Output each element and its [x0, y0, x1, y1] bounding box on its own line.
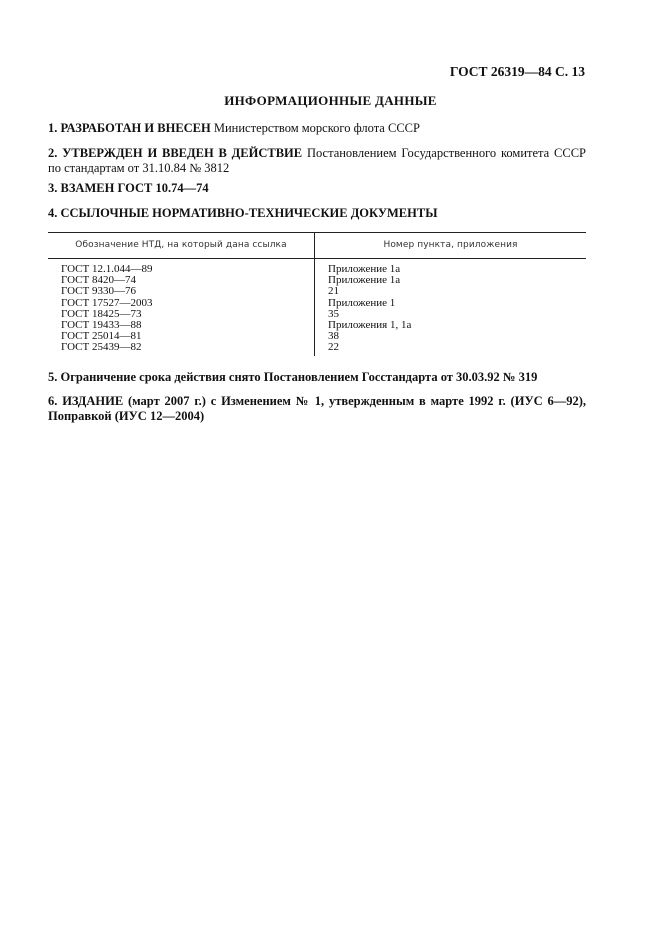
info-item-6	[48, 394, 586, 424]
item-text: Министерством морского флота СССР	[210, 121, 420, 135]
item-number: 6.	[48, 394, 58, 408]
info-item-3	[48, 181, 586, 196]
table-cell-doc: ГОСТ 25014—81	[61, 330, 142, 343]
table-cell-ref: Приложения 1, 1а	[328, 319, 412, 332]
table-header-document: Обозначение НТД, на который дана ссылка	[75, 240, 287, 250]
table-column-documents	[61, 264, 152, 354]
item-number: 2.	[48, 146, 58, 160]
table-cell-ref: 38	[328, 330, 339, 343]
item-heading: УТВЕРЖДЕН И ВВЕДЕН В ДЕЙСТВИЕ	[62, 146, 303, 160]
table-column-clauses	[328, 264, 411, 354]
document-title: ИНФОРМАЦИОННЫЕ ДАННЫЕ	[224, 93, 437, 108]
table-header-clause: Номер пункта, приложения	[383, 240, 518, 250]
table-cell-doc: ГОСТ 25439—82	[61, 341, 142, 354]
item-heading: ВЗАМЕН ГОСТ 10.74—74	[60, 181, 209, 195]
page-header: ГОСТ 26319—84 С. 13	[449, 64, 585, 79]
item-number: 3.	[48, 181, 58, 195]
table-header-rule	[48, 258, 586, 259]
item-number: 5.	[48, 370, 58, 384]
table-cell-ref: 22	[328, 341, 339, 354]
item-text: Постановлением Государственного комитета СССР по стандартам от 31.10.84 № 3812	[48, 146, 586, 175]
table-cell-ref: 21	[328, 285, 339, 298]
item-number: 4.	[48, 206, 58, 220]
table-cell-doc: ГОСТ 9330—76	[61, 285, 136, 298]
item-heading: ИЗДАНИЕ	[62, 394, 124, 408]
table-cell-doc: ГОСТ 17527—2003	[61, 296, 153, 309]
table-cell-ref: Приложение 1а	[328, 274, 401, 287]
reference-documents-table	[48, 232, 586, 356]
item-text: Ограничение срока действия снято Постановлением Госстандарта от 30.03.92 № 319	[60, 370, 538, 384]
item-heading: РАЗРАБОТАН И ВНЕСЕН	[60, 121, 211, 135]
table-cell-doc: ГОСТ 12.1.044—89	[61, 263, 153, 275]
item-heading: ССЫЛОЧНЫЕ НОРМАТИВНО-ТЕХНИЧЕСКИЕ ДОКУМЕНТЫ	[60, 206, 438, 220]
table-cell-ref: Приложение 1а	[328, 263, 401, 275]
item-text: (март 2007 г.) с Изменением № 1, утвержденным в марте 1992 г. (ИУС 6—92), Поправкой (ИУС 12—2004)	[48, 394, 586, 423]
info-item-5	[48, 370, 586, 385]
table-cell-doc: ГОСТ 18425—73	[61, 307, 142, 320]
info-item-1	[48, 121, 586, 136]
info-item-4	[48, 206, 586, 221]
table-top-rule	[48, 232, 586, 233]
table-cell-doc: ГОСТ 8420—74	[61, 274, 136, 287]
table-cell-doc: ГОСТ 19433—88	[61, 319, 142, 332]
table-cell-ref: 35	[328, 307, 339, 320]
info-item-2	[48, 146, 586, 176]
table-column-divider	[314, 232, 315, 356]
table-cell-ref: Приложение 1	[328, 296, 396, 309]
item-number: 1.	[48, 121, 58, 135]
